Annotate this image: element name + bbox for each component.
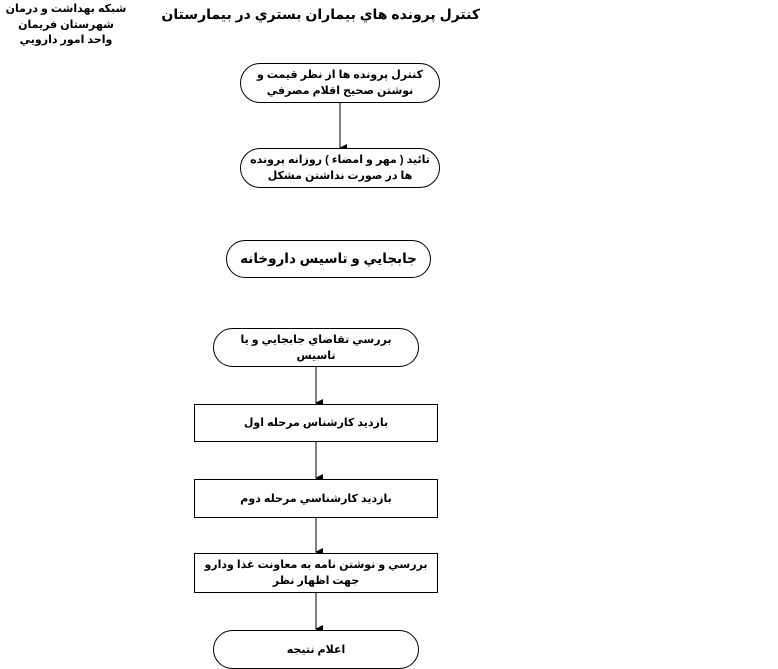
flow2-step-3-text: بازديد کارشناسي مرحله دوم — [240, 492, 392, 505]
flow2-step-5 — [213, 630, 419, 669]
section-heading — [226, 240, 431, 278]
organization-header — [0, 2, 132, 49]
flow2-step-2 — [194, 404, 438, 442]
page-title: کنترل پرونده هاي بيماران بستري در بيمارستان — [161, 6, 480, 22]
flow2-step-1 — [213, 328, 419, 367]
organization-line-3: واحد امور دارويي — [19, 34, 113, 46]
flow2-step-3 — [194, 479, 438, 518]
flow2-step-2-text: بازديد کارشناس مرحله اول — [243, 417, 389, 429]
flow2-step-5-text: اعلام نتيجه — [286, 643, 346, 656]
flow2-step-4-text: بررسي و نوشتن نامه به معاونت غذا ودارو جهت اظهار نظر — [204, 559, 428, 587]
flow2-step-1-text: بررسي تقاضاي جابجايي و يا تاسيس — [240, 333, 392, 362]
flow1-step-1 — [240, 63, 440, 103]
flow1-step-2 — [240, 148, 440, 188]
section-heading-text: جابجايي و تاسيس داروخانه — [240, 251, 417, 266]
flow1-step-2-text: تائيد ( مهر و امضاء ) روزانه پرونده ها در صورت نداشتن مشکل — [250, 154, 430, 182]
organization-line-2: شهرستان فريمان — [18, 18, 114, 31]
organization-line-1: شبکه بهداشت و درمان — [5, 3, 127, 15]
flow1-step-1-text: کنترل پرونده ها از نظر قيمت و نوشتن صحيح اقلام مصرفي — [257, 69, 423, 97]
flow2-step-4 — [194, 553, 438, 593]
